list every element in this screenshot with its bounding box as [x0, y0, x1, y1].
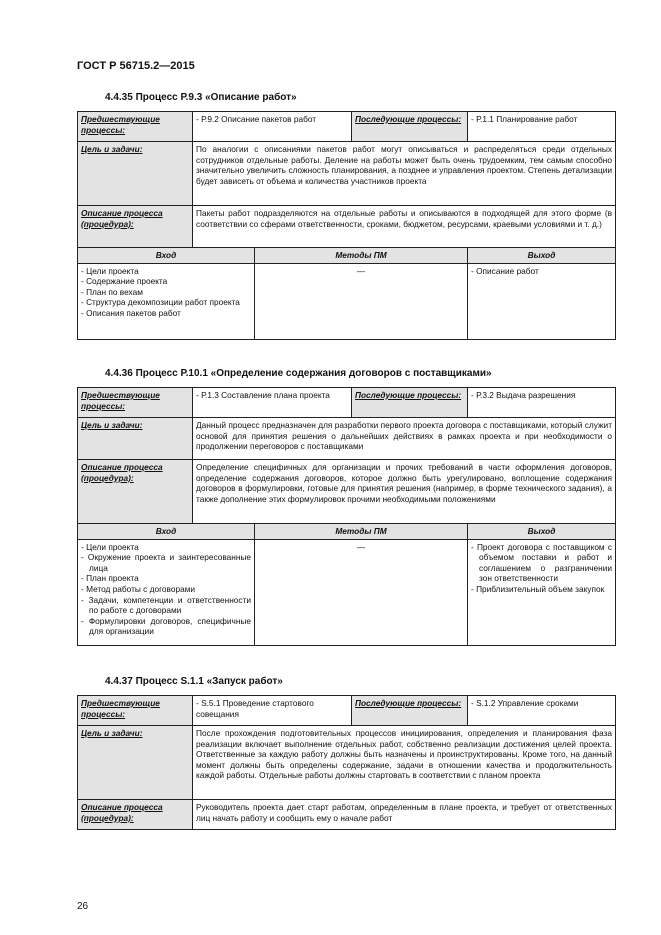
methods-cell: —	[255, 263, 468, 339]
input-item: - Окружение проекта и заинтересованные лица	[81, 552, 251, 573]
input-item: - План по вехам	[81, 286, 143, 297]
input-header: Вход	[78, 524, 255, 540]
goal-text: После прохождения подготовительных процессов инициирования, определения и планирования фаза реализации включает выполнение отдельных работ, собственно реализации достижения целей проекта. Ответственные за каждую работу должны быть назначены и проинструктированы. Кроме того, на данный момент должны быть определены содержание, задачи в отношении качества и продолжительность каждой работы. Отдельные работы должны стартовать в соответствии с планом проекта	[193, 726, 616, 800]
description-text: Определение специфичных для организации и прочих требований в части оформления договоров, определение содержания договоров, которое должно быть урегулировано, воплощение содержания договоров в формулировки, готовые для принятия решения (например, в форме технического задания), а также дополнение этих формулировок прочими необходимыми положениями	[193, 460, 616, 524]
process-table-4-4-36	[77, 387, 616, 646]
goal-label: Цель и задачи:	[78, 418, 193, 460]
output-header: Выход	[468, 248, 616, 264]
input-item: - Задачи, компетенции и ответственности по работе с договорами	[81, 594, 251, 616]
successors-value: - Р.1.1 Планирование работ	[468, 112, 616, 142]
predecessors-label: Предшествующие процессы:	[78, 112, 193, 142]
input-cell	[78, 539, 255, 645]
description-text: Руководитель проекта дает старт работам, определенным в плане проекта, и требует от ответственных лиц начать работу и сообщить ему о начале работ	[193, 800, 616, 830]
successors-label: Последующие процессы:	[352, 112, 468, 142]
goal-label: Цель и задачи:	[78, 142, 193, 206]
input-item: - Структура декомпозиции работ проекта	[81, 297, 240, 308]
successors-value: - Р.3.2 Выдача разрешения	[468, 388, 616, 418]
input-item: - План проекта	[81, 573, 139, 584]
goal-label: Цель и задачи:	[78, 726, 193, 800]
input-item: - Цели проекта	[81, 541, 139, 552]
section-title-4-4-35: 4.4.35 Процесс Р.9.3 «Описание работ»	[105, 92, 297, 103]
predecessors-value: - Р.9.2 Описание пакетов работ	[193, 112, 352, 142]
output-header: Выход	[468, 524, 616, 540]
goal-text: По аналогии с описаниями пакетов работ могут описываться и распределяться среди отдельных сотрудников отдельные работы. Деление на работы может быть очень трудоемким, тем самым способно значительно увеличить сложность планирования, а позднее и управления проектом. Степень детализации будет зависеть от объема и количества участников проекта	[193, 142, 616, 206]
process-table-4-4-37	[77, 695, 616, 830]
goal-text: Данный процесс предназначен для разработки первого проекта договора с поставщиками, который служит основой для принятия решения о дальнейших действиях в рамках проекта и при необходимости о продолжении переговоров с поставщиками	[193, 418, 616, 460]
methods-header: Методы ПМ	[255, 248, 468, 264]
description-label: Описание процесса (процедура):	[78, 206, 193, 248]
page-number: 26	[77, 901, 89, 912]
predecessors-label: Предшествующие процессы:	[78, 696, 193, 726]
successors-value: - S.1.2 Управление сроками	[468, 696, 616, 726]
predecessors-label: Предшествующие процессы:	[78, 388, 193, 418]
input-item: - Содержание проекта	[81, 276, 168, 287]
successors-label: Последующие процессы:	[352, 388, 468, 418]
output-cell	[468, 263, 616, 339]
description-label: Описание процесса (процедура):	[78, 460, 193, 524]
input-cell	[78, 263, 255, 339]
output-cell	[468, 539, 616, 645]
methods-header: Методы ПМ	[255, 524, 468, 540]
input-item: - Формулировки договоров, специфичные для организации	[81, 615, 251, 637]
successors-label: Последующие процессы:	[352, 696, 468, 726]
section-title-4-4-37: 4.4.37 Процесс S.1.1 «Запуск работ»	[105, 676, 283, 687]
description-text: Пакеты работ подразделяются на отдельные работы и описываются в подходящей для этого форме (в соответствии со сферами ответственности, сроками, бюджетом, ресурсами, краевыми условиями и т. д.)	[193, 206, 616, 248]
input-item: - Метод работы с договорами	[81, 583, 196, 594]
process-table-4-4-35	[77, 111, 616, 340]
input-item: - Цели проекта	[81, 265, 139, 276]
predecessors-value: - S.5.1 Проведение стартового совещания	[193, 696, 352, 726]
input-header: Вход	[78, 248, 255, 264]
document-header: ГОСТ Р 56715.2—2015	[77, 60, 195, 72]
description-label: Описание процесса (процедура):	[78, 800, 193, 830]
output-item: - Проект договора с поставщиком с объемом поставки и работ и соглашением о разграничении зон ответственности	[471, 541, 612, 584]
section-title-4-4-36: 4.4.36 Процесс Р.10.1 «Определение содержания договоров с поставщиками»	[105, 368, 492, 379]
output-item: - Описание работ	[471, 265, 539, 276]
input-item: - Описания пакетов работ	[81, 307, 181, 318]
predecessors-value: - Р.1.3 Составление плана проекта	[193, 388, 352, 418]
methods-cell: —	[255, 539, 468, 645]
output-item: - Приблизительный объем закупок	[471, 583, 605, 594]
